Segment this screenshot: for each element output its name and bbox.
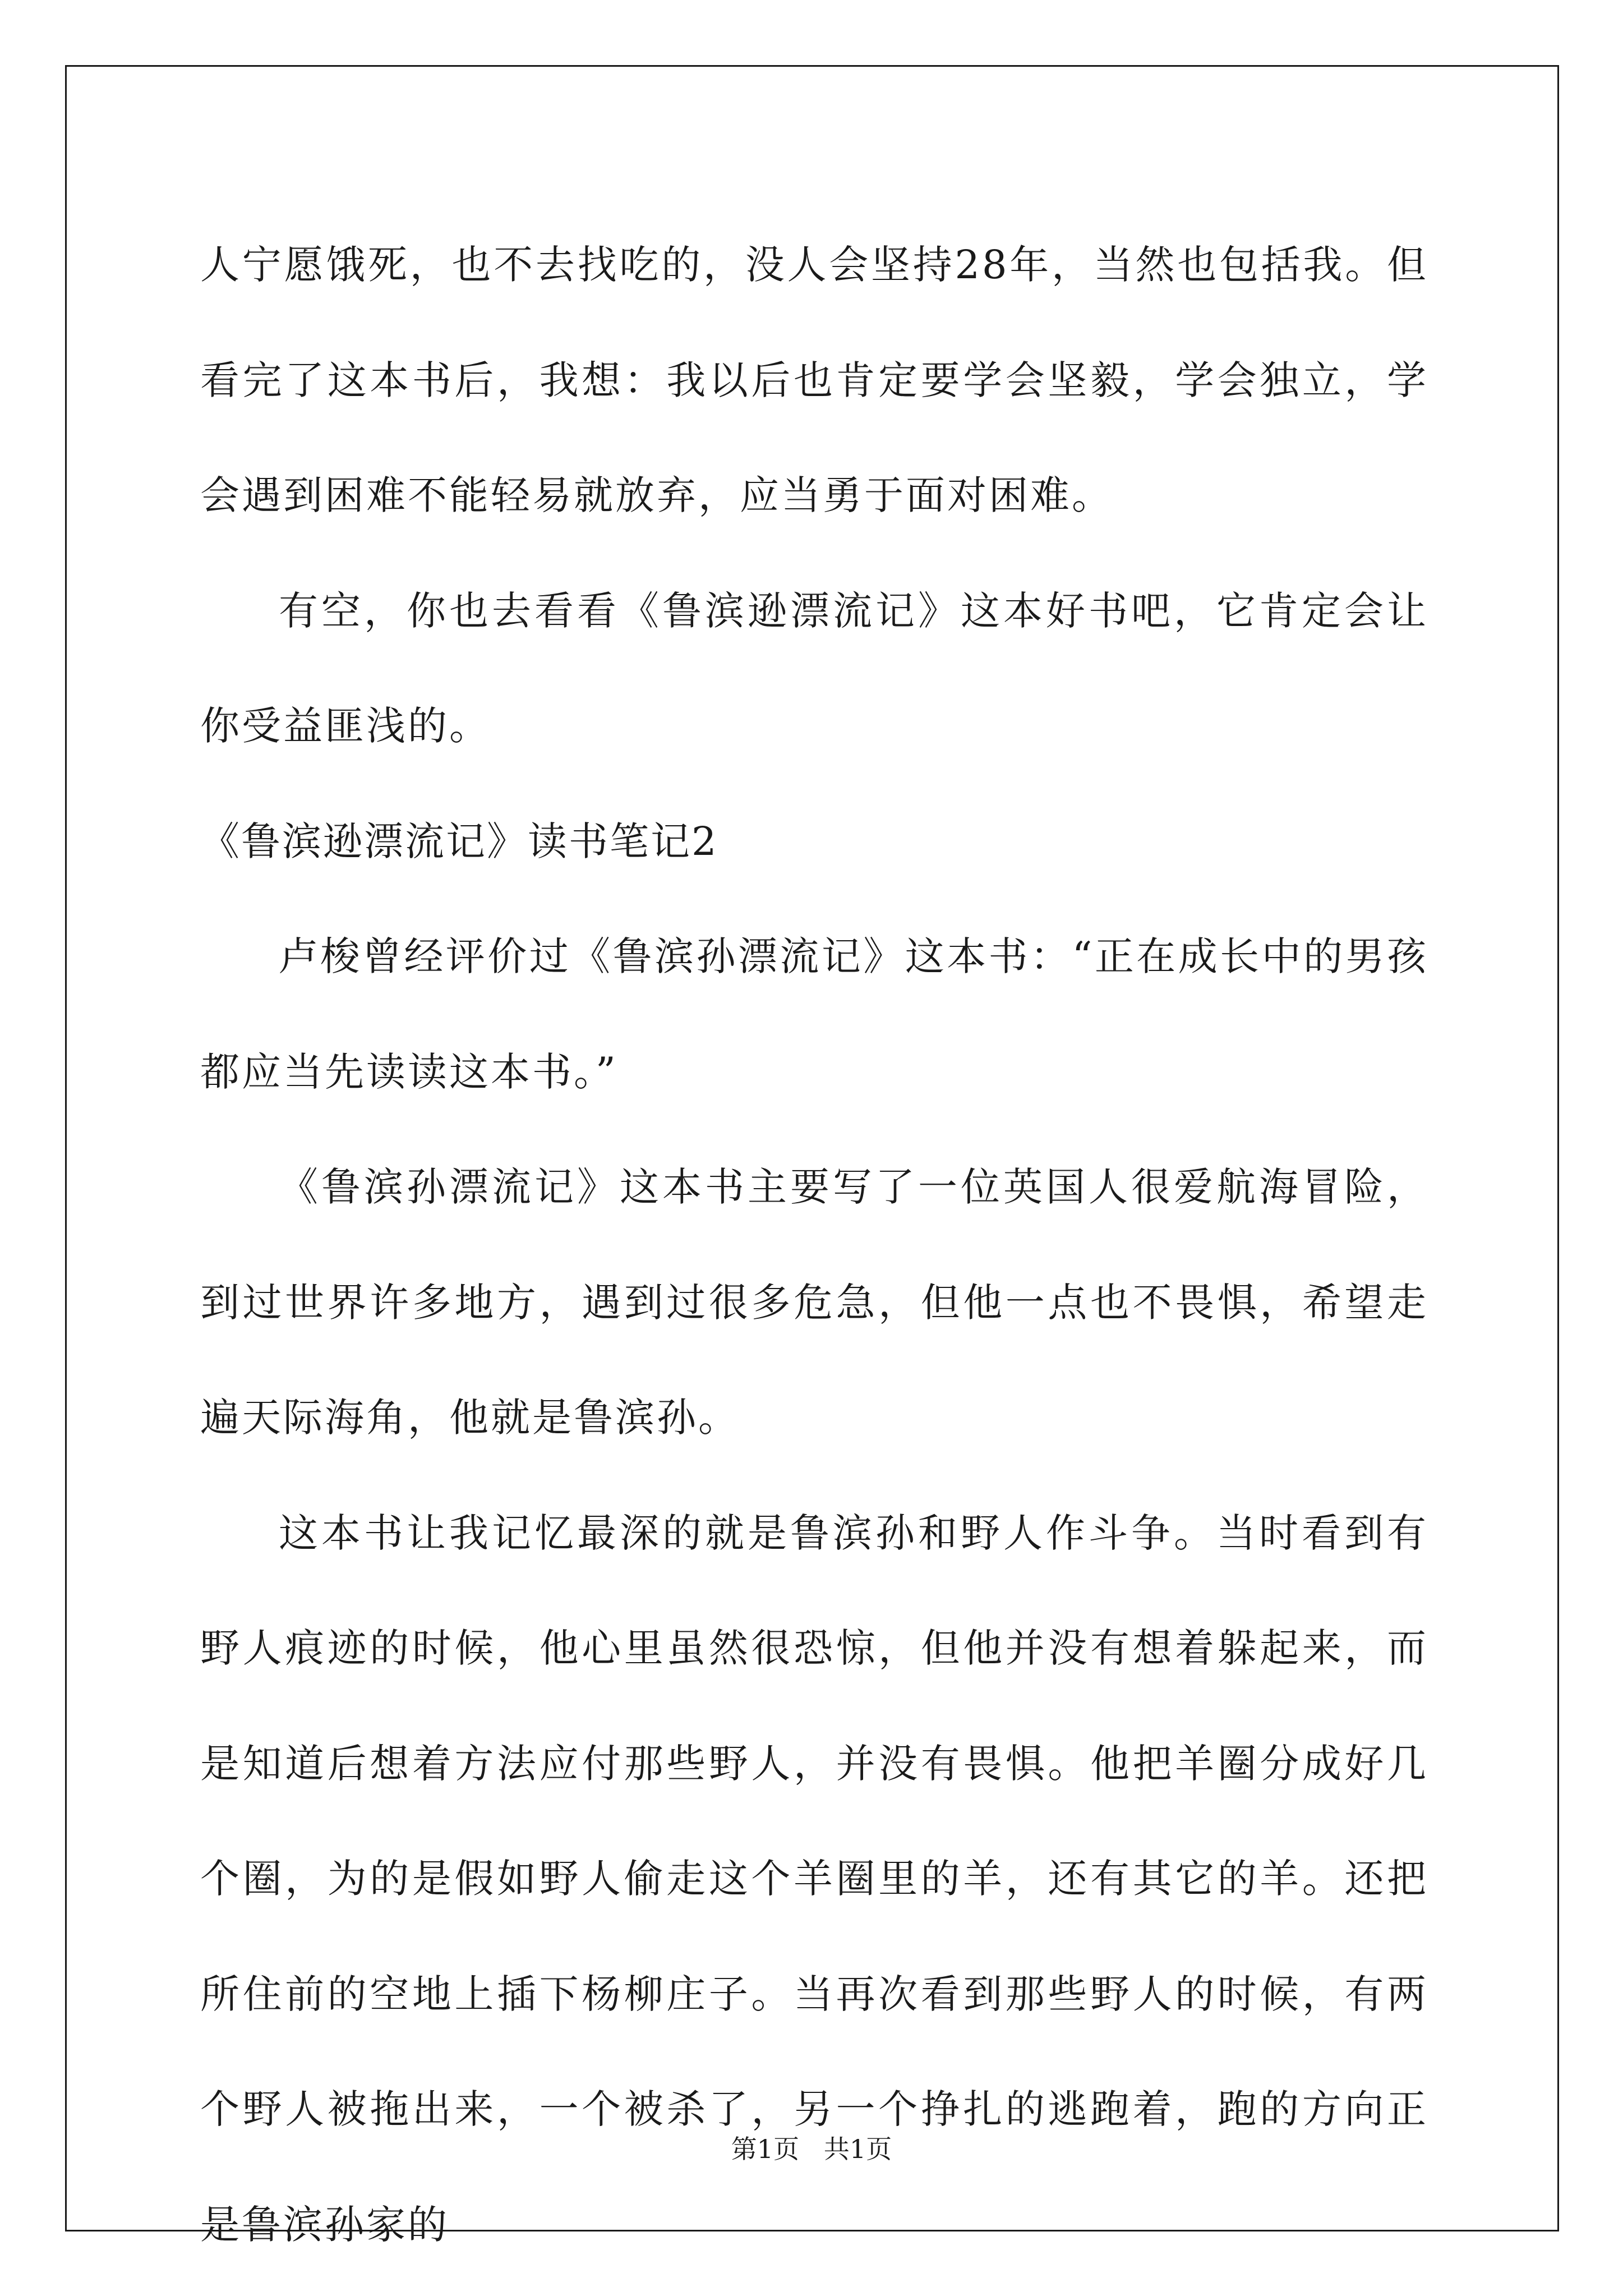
paragraph-recommendation: 有空，你也去看看《鲁滨逊漂流记》这本好书吧，它肯定会让你受益匪浅的。 <box>200 587 1428 749</box>
page-footer: 第1页 共1页 <box>731 2134 892 2164</box>
paragraph-book-summary: 《鲁滨孙漂流记》这本书主要写了一位英国人很爱航海冒险，到过世界许多地方，遇到过很多危急，但他一点也不畏惧，希望走遍天际海角，他就是鲁滨孙。 <box>200 1164 1428 1441</box>
paragraph-continuation: 人宁愿饿死，也不去找吃的，没人会坚持28年，当然也包括我。但看完了这本书后，我想：我以后也肯定要学会坚毅，学会独立，学会遇到困难不能轻易就放弃，应当勇于面对困难。 <box>200 242 1428 518</box>
section-heading: 《鲁滨逊漂流记》读书笔记2 <box>200 818 718 864</box>
document-body <box>200 208 1428 2283</box>
paragraph-savages-story: 这本书让我记忆最深的就是鲁滨孙和野人作斗争。当时看到有野人痕迹的时候，他心里虽然很恐惊，但他并没有想着躲起来，而是知道后想着方法应付那些野人，并没有畏惧。他把羊圈分成好几个圈，为的是假如野人偷走这个羊圈里的羊，还有其它的羊。还把所住前的空地上插下杨柳庄子。当再次看到那些野人的时候，有两个野人被拖出来，一个被杀了，另一个挣扎的逃跑着，跑的方向正是鲁滨孙家的 <box>200 1510 1428 2248</box>
paragraph-rousseau-quote: 卢梭曾经评价过《鲁滨孙漂流记》这本书：“正在成长中的男孩都应当先读读这本书。” <box>200 933 1428 1095</box>
